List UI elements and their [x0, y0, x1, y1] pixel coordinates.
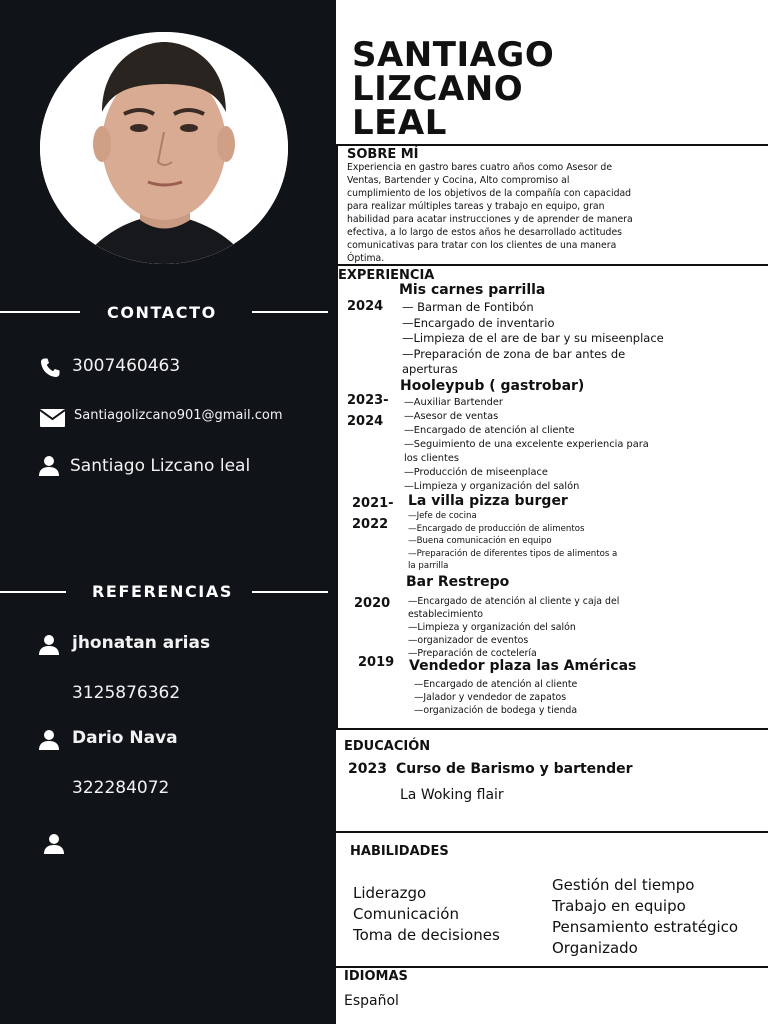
contact-heading: CONTACTO: [107, 303, 217, 322]
skills-heading: HABILIDADES: [350, 844, 449, 859]
skills-left-list: [353, 883, 500, 946]
duty-item: —Limpieza y organización del salón: [404, 481, 580, 492]
education-heading: EDUCACIÓN: [344, 739, 431, 754]
section-divider: [336, 728, 768, 730]
profile-photo: [40, 32, 288, 264]
job-year: 2021-: [352, 496, 394, 511]
sidebar: [0, 0, 336, 1024]
skill-item: Trabajo en equipo: [552, 897, 686, 915]
about-heading: SOBRE MÍ: [347, 147, 419, 162]
person-icon: [43, 833, 65, 855]
duty-item: —Limpieza y organización del salón: [408, 622, 576, 633]
duty-item: —Limpieza de el are de bar y su miseenplace: [402, 331, 664, 345]
divider-left: [0, 591, 66, 593]
reference-phone[interactable]: 3125876362: [72, 683, 181, 703]
about-text: Experiencia en gastro bares cuatro años como Asesor de Ventas, Bartender y Cocina, Alto compromiso al cumplimiento de los objetivos de la compañía con capacidad para realizar múltiples tareas y trabajo en equipo, gran habilidad para acatar instrucciones y de aprender de manera efectiva, a lo largo de estos años he desarrollado actitudes comunicativas para tratar con los clientes de una manera Óptima.: [347, 162, 633, 264]
section-divider: [336, 831, 768, 833]
duty-item: —Encargado de atención al cliente: [414, 679, 578, 690]
duty-item: —Encargado de atención al cliente y caja del: [408, 596, 620, 607]
job-duties: [414, 678, 577, 717]
divider-right: [252, 311, 328, 313]
duty-item: —Auxiliar Bartender: [404, 397, 503, 408]
languages-heading: IDIOMAS: [344, 969, 408, 984]
phone-icon: [38, 356, 62, 380]
job-title: Vendedor plaza las Américas: [409, 658, 637, 674]
duty-item: —Encargado de producción de alimentos: [408, 523, 585, 534]
job-year: 2020: [354, 596, 391, 611]
person-icon: [38, 455, 60, 477]
duty-item: —Encargado de inventario: [402, 315, 555, 330]
section-divider: [336, 966, 768, 968]
duty-item: aperturas: [402, 362, 458, 376]
job-title: La villa pizza burger: [408, 493, 568, 509]
skill-item: Pensamiento estratégico: [552, 918, 739, 936]
job-year: 2024: [347, 299, 384, 314]
duty-item: —Preparación de zona de bar antes de: [402, 346, 626, 361]
duty-item: —Preparación de coctelería: [408, 648, 537, 659]
references-heading: REFERENCIAS: [92, 582, 233, 601]
duty-item: —Producción de miseenplace: [404, 467, 548, 478]
reference-phone[interactable]: 322284072: [72, 778, 170, 798]
job-title: Mis carnes parrilla: [399, 282, 546, 298]
contact-phone[interactable]: 3007460463: [72, 356, 181, 376]
envelope-icon: [40, 409, 65, 427]
job-year: 2024: [347, 414, 384, 429]
job-duties: [404, 396, 649, 494]
profile-portrait-image: [40, 32, 288, 264]
duty-item: —Seguimiento de una excelente experiencia para: [404, 439, 649, 450]
duty-item: —Asesor de ventas: [404, 411, 499, 422]
skill-item: Comunicación: [353, 905, 459, 923]
education-course: Curso de Barismo y bartender: [396, 761, 633, 777]
skills-right-list: [552, 875, 738, 959]
duty-item: —Jalador y vendedor de zapatos: [414, 692, 567, 703]
contact-name: Santiago Lizcano leal: [70, 456, 251, 476]
person-icon: [38, 729, 60, 751]
duty-item: —Buena comunicación en equipo: [408, 536, 552, 546]
job-year: 2022: [352, 517, 389, 532]
skill-item: Organizado: [552, 939, 638, 957]
skill-item: Toma de decisiones: [353, 926, 500, 944]
duty-item: — Barman de Fontibón: [402, 300, 534, 314]
education-institution: La Woking flair: [400, 787, 504, 803]
duty-item: —organización de bodega y tienda: [414, 705, 578, 716]
reference-name: jhonatan arias: [72, 633, 211, 653]
duty-item: —Preparación de diferentes tipos de alimentos a: [408, 548, 618, 559]
contact-email[interactable]: Santiagolizcano901@gmail.com: [74, 408, 283, 423]
job-duties: [402, 300, 664, 378]
job-year: 2019: [358, 655, 395, 670]
language-item: Español: [344, 993, 399, 1009]
job-year: 2023-: [347, 393, 389, 408]
education-year: 2023: [348, 761, 387, 777]
job-duties: [408, 595, 619, 660]
job-duties: [408, 510, 617, 573]
skill-item: Liderazgo: [353, 884, 427, 902]
name-line-2: LIZCANO: [352, 69, 524, 109]
duty-item: los clientes: [404, 453, 459, 464]
job-title: Bar Restrepo: [406, 574, 510, 590]
duty-item: —Jefe de cocina: [408, 511, 477, 521]
divider-left: [0, 311, 80, 313]
left-border: [336, 144, 338, 728]
section-divider: [336, 264, 768, 266]
person-icon: [38, 634, 60, 656]
experience-heading: EXPERIENCIA: [338, 268, 435, 283]
duty-item: establecimiento: [408, 609, 484, 620]
reference-name: Dario Nava: [72, 728, 178, 748]
divider-right: [252, 591, 328, 593]
duty-item: —organizador de eventos: [408, 635, 529, 646]
name-line-3: LEAL: [352, 103, 447, 143]
duty-item: la parrilla: [408, 561, 449, 571]
job-title: Hooleypub ( gastrobar): [400, 378, 585, 394]
duty-item: —Encargado de atención al cliente: [404, 425, 575, 436]
section-divider: [336, 144, 768, 146]
skill-item: Gestión del tiempo: [552, 876, 695, 894]
name-line-1: SANTIAGO: [352, 35, 555, 75]
